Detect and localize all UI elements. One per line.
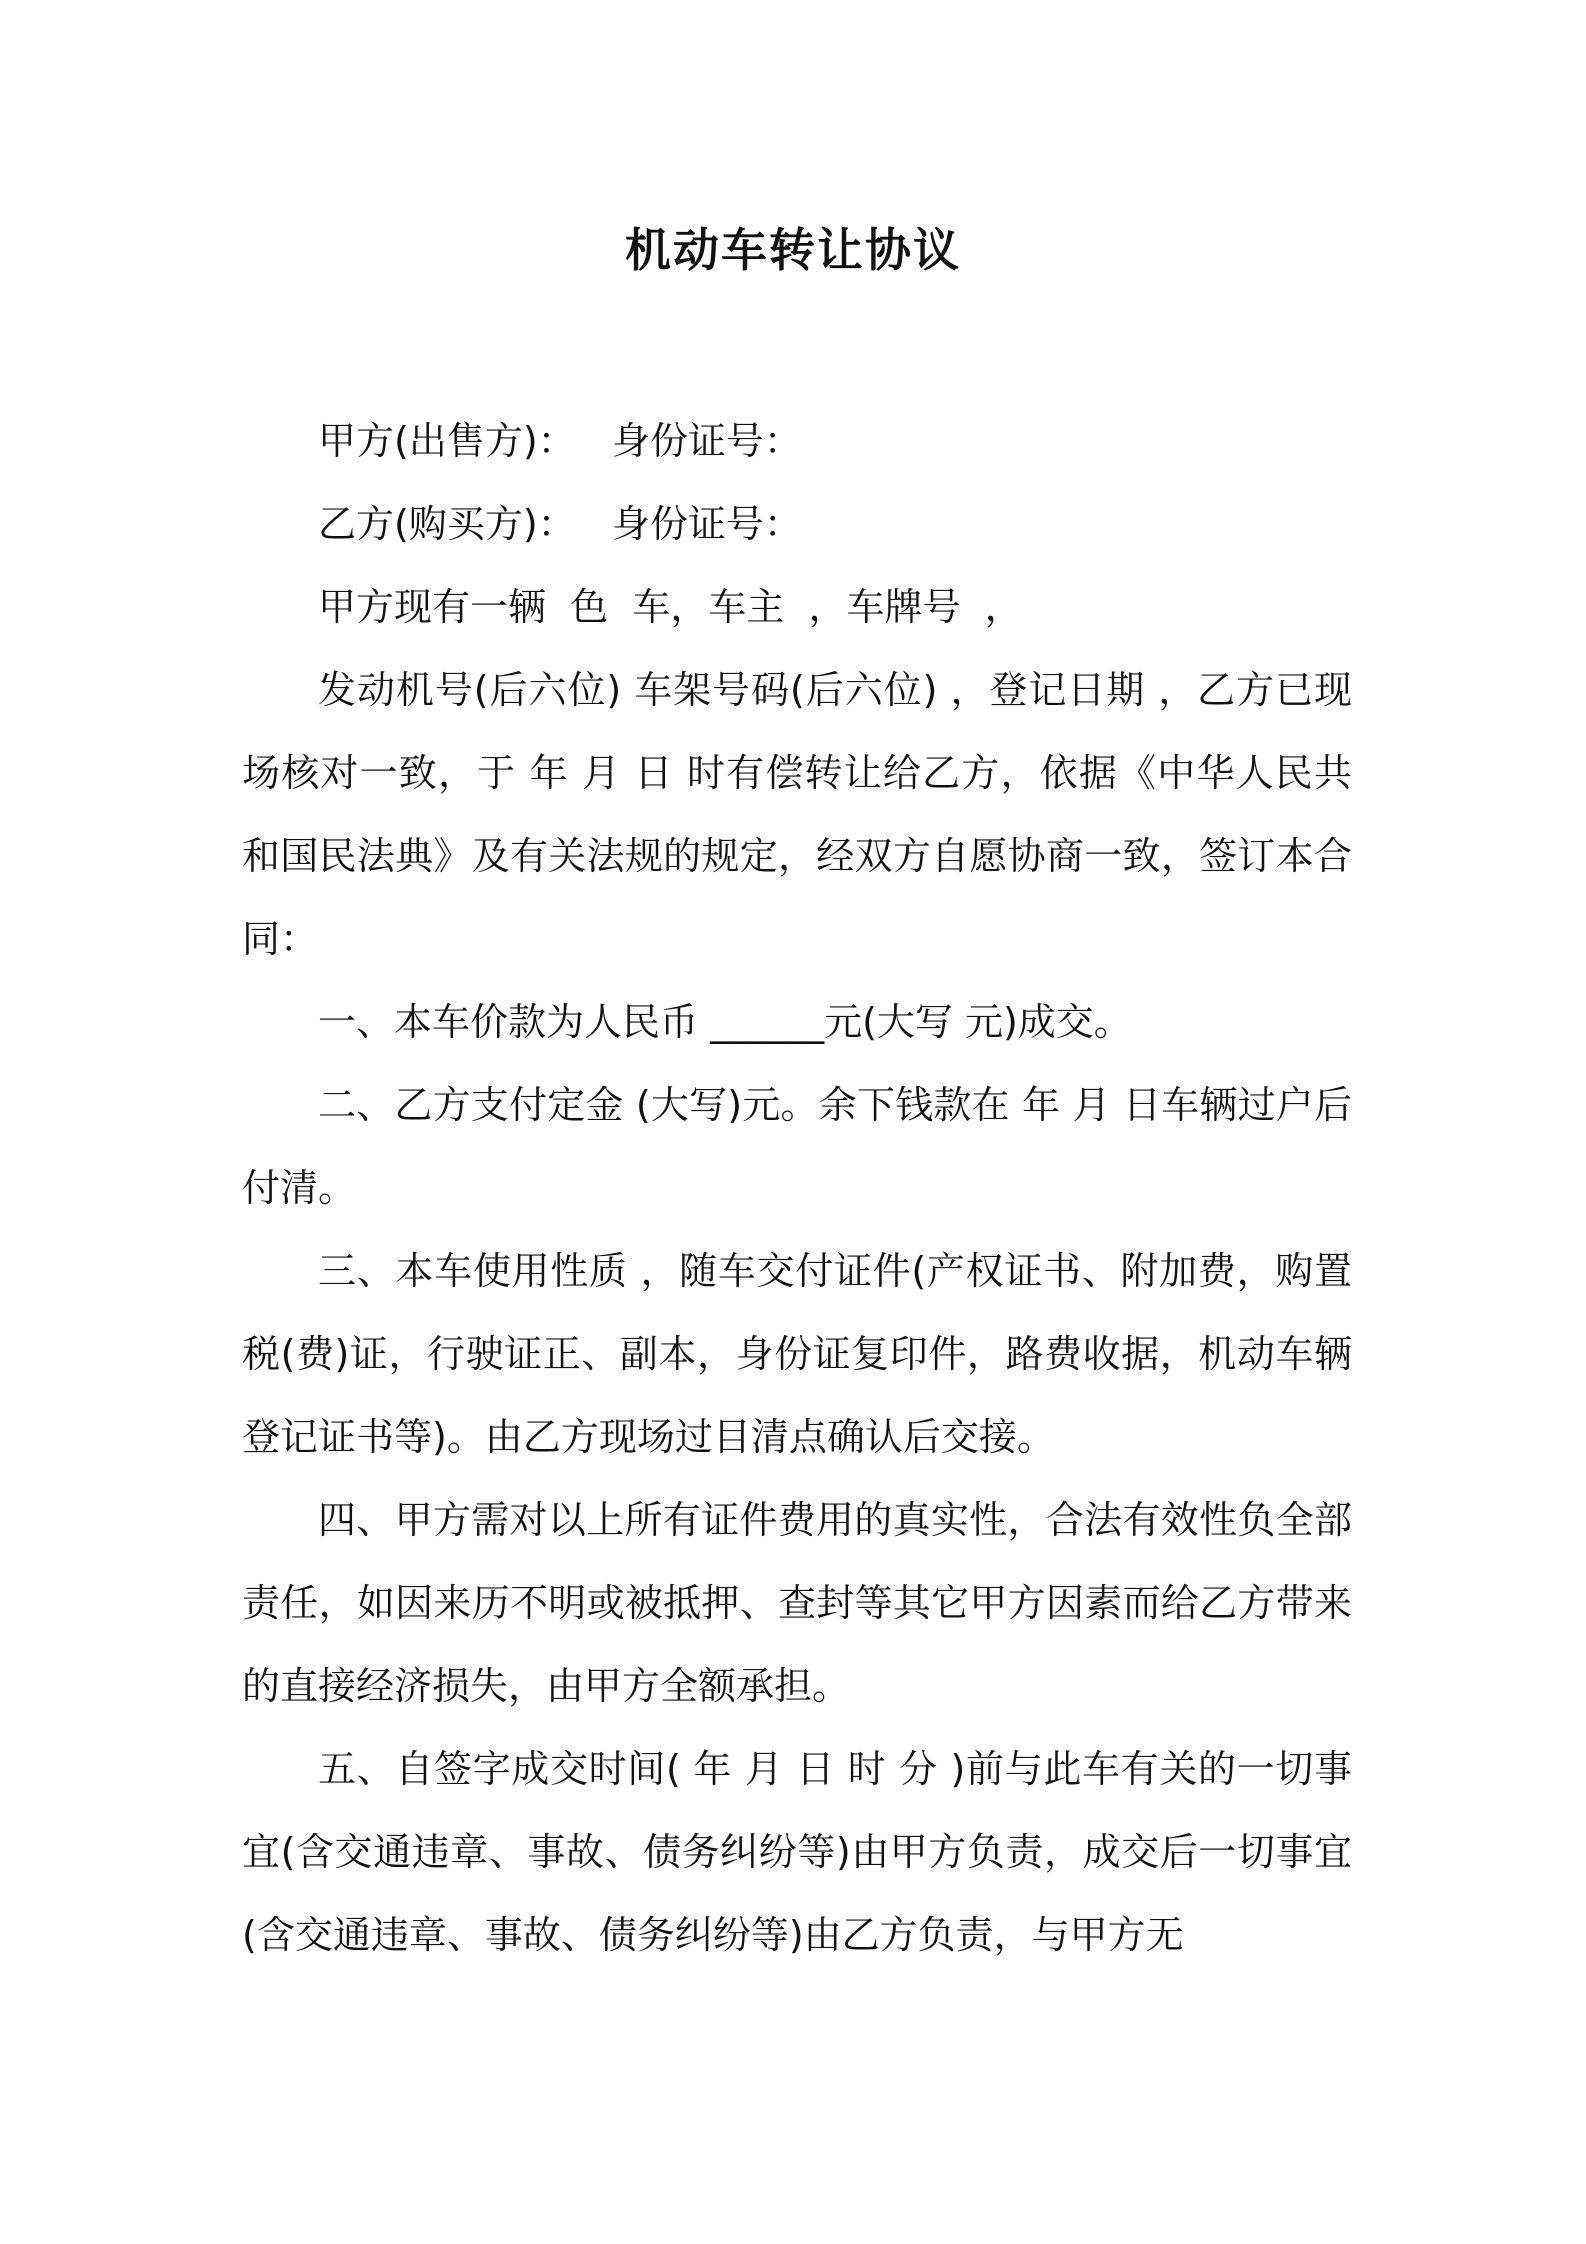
clause-2-deposit: 二、乙方支付定金 (大写)元。余下钱款在 年 月 日车辆过户后付清。	[242, 1083, 1352, 1210]
document-title: 机动车转让协议	[625, 223, 961, 277]
vehicle-info-line: 甲方现有一辆 色 车，车主 ，车牌号 ，	[318, 585, 1023, 629]
paragraph-engine-info: 发动机号(后六位) 车架号码(后六位) ，登记日期 ，乙方已现场核对一致，于 年 月 日 时有偿转让给乙方，依据《中华人民共和国民法典》及有关法规的规定，经双方自愿协商一致，签订本合同：	[242, 668, 1352, 961]
clause-4-responsibility: 四、甲方需对以上所有证件费用的真实性，合法有效性负全部责任，如因来历不明或被抵押、查封等其它甲方因素而给乙方带来的直接经济损失，由甲方全额承担。	[242, 1498, 1352, 1708]
party-a-line: 甲方(出售方)： 身份证号：	[318, 419, 802, 463]
clause-5-liability: 五、自签字成交时间( 年 月 日 时 分 )前与此车有关的一切事宜(含交通违章、事故、债务纠纷等)由甲方负责，成交后一切事宜(含交通违章、事故、债务纠纷等)由乙方负责，与甲方无	[242, 1747, 1352, 1957]
document-body	[242, 400, 1352, 1977]
clause-3-usage: 三、本车使用性质 ，随车交付证件(产权证书、附加费，购置税(费)证，行驶证正、副本，身份证复印件，路费收据，机动车辆登记证书等)。由乙方现场过目清点确认后交接。	[242, 1249, 1352, 1459]
party-b-line: 乙方(购买方)： 身份证号：	[318, 502, 802, 546]
clause-1-price: 一、本车价款为人民币 ______元(大写 元)成交。	[318, 1000, 1132, 1044]
